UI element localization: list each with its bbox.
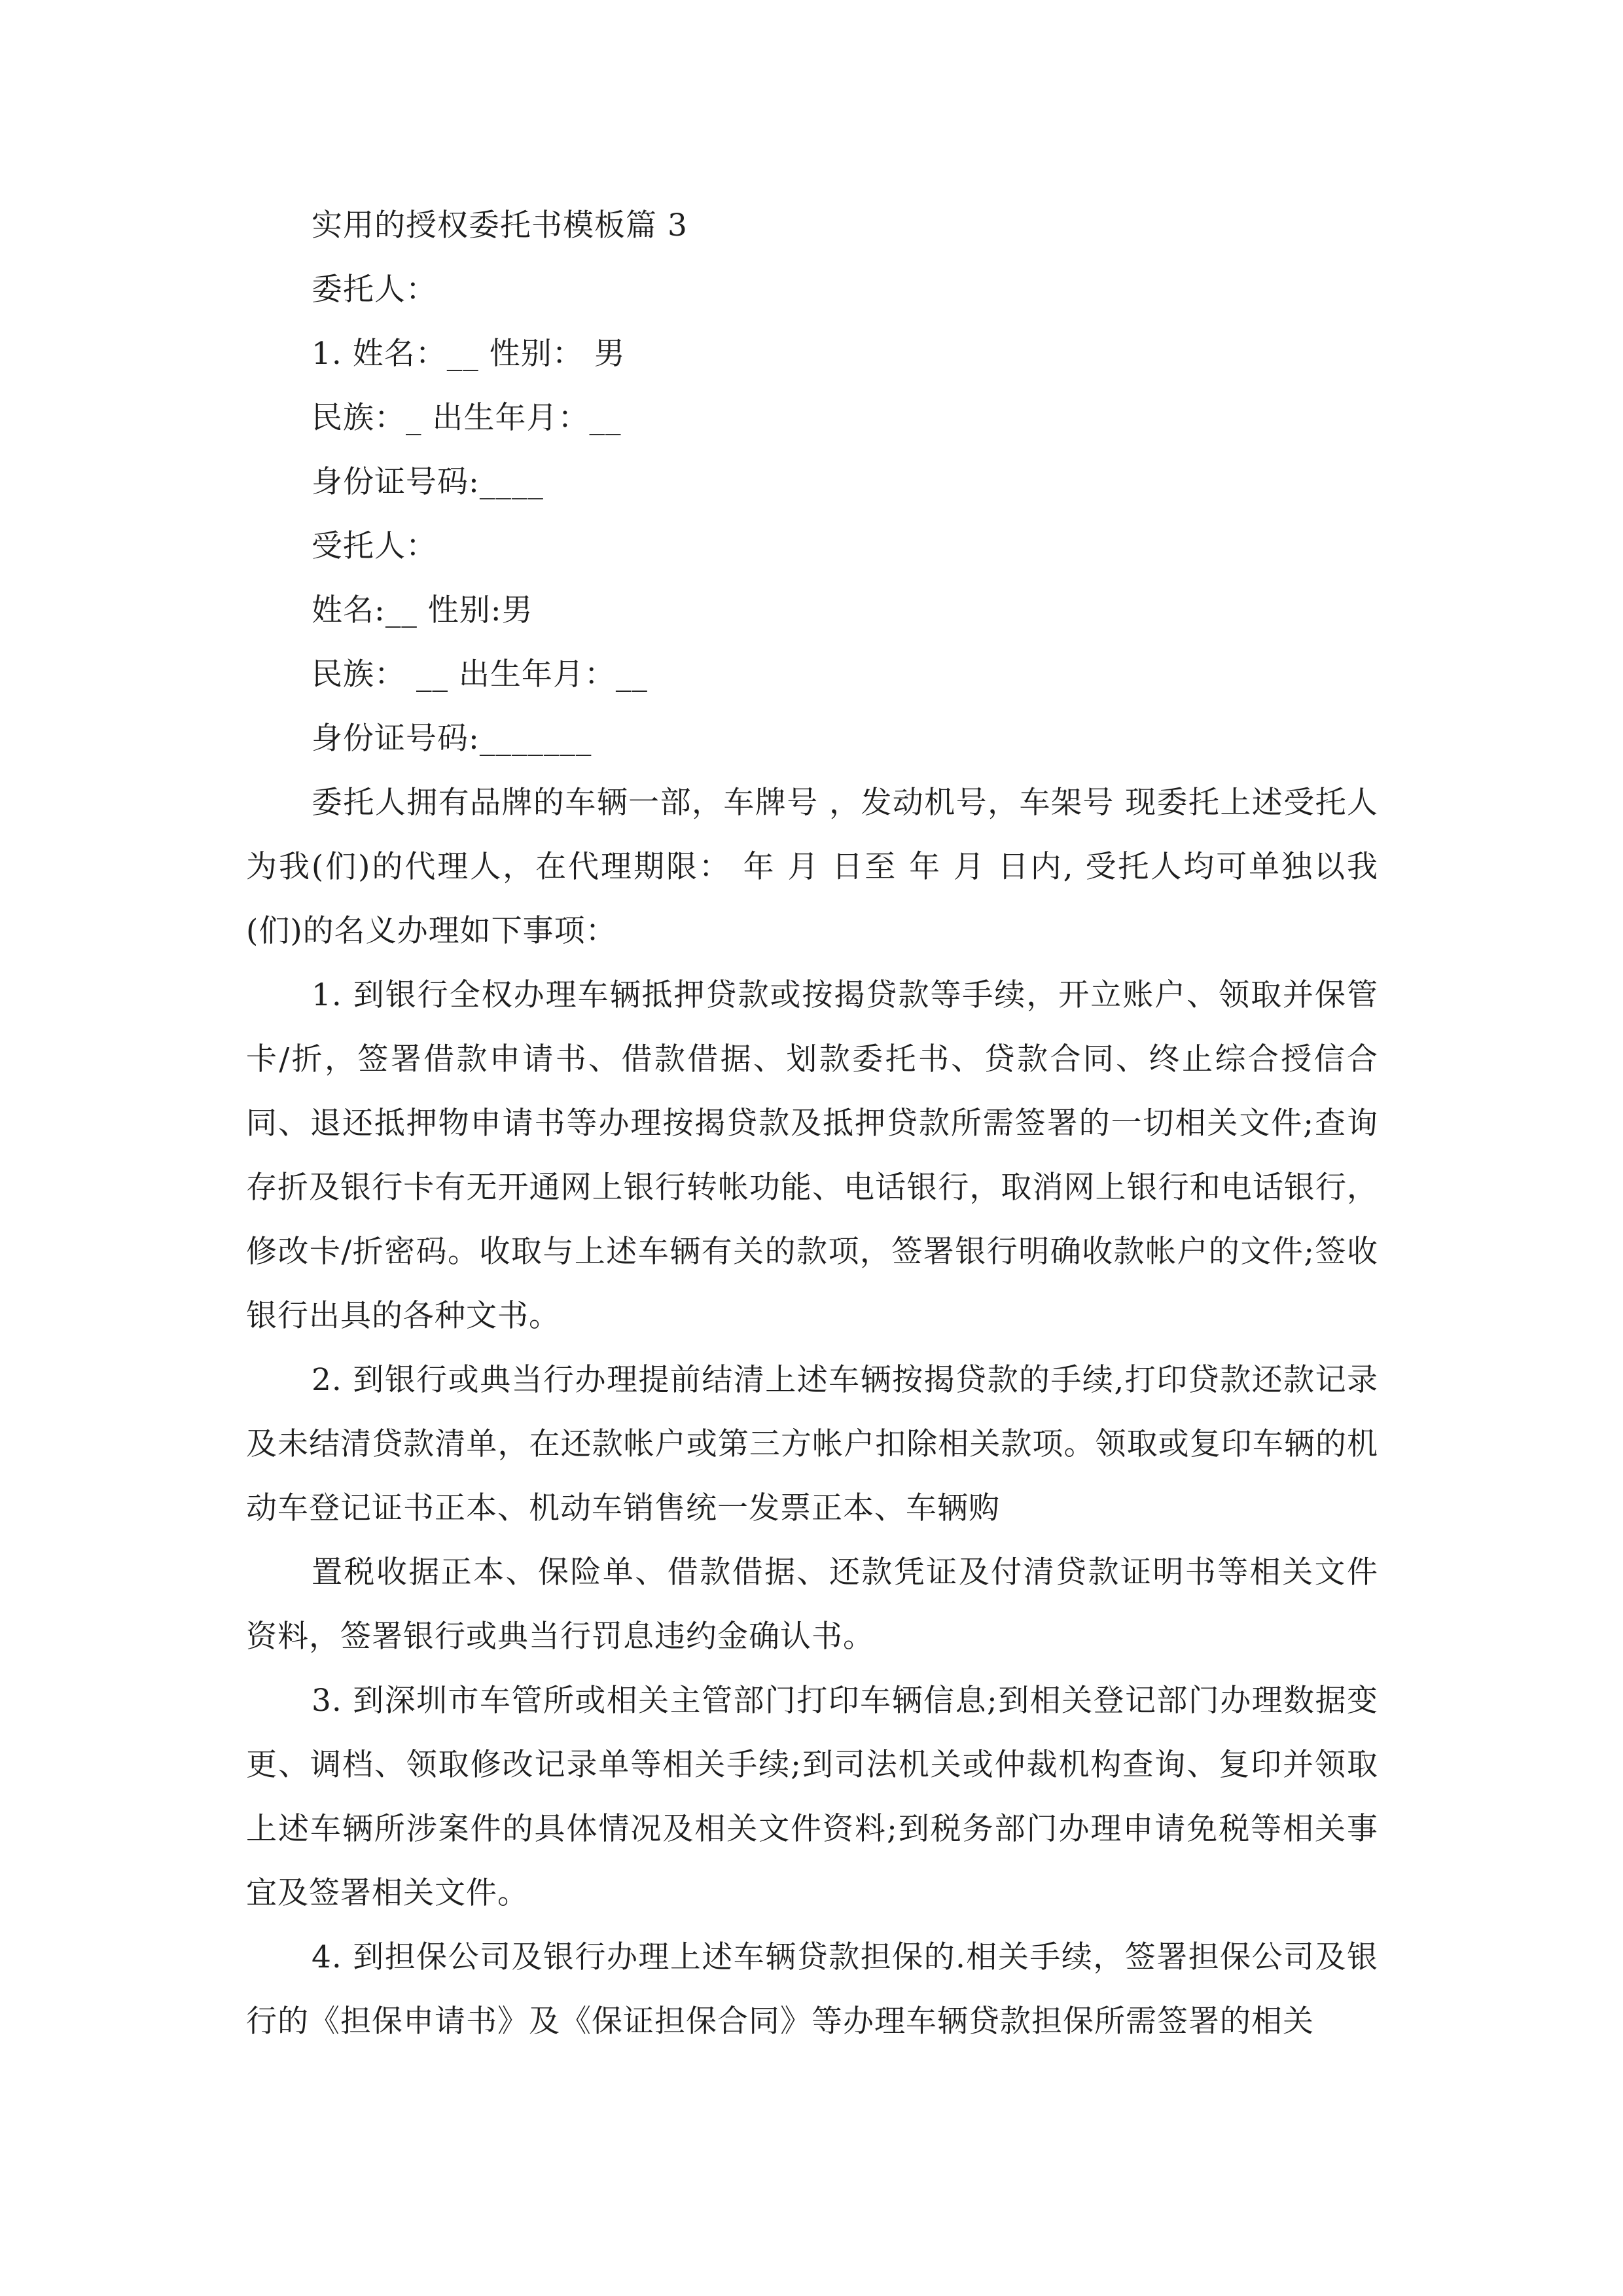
principal-id-line: 身份证号码:____ (312, 464, 544, 500)
principal-ethnicity-line: 民族：_ 出生年月：__ (312, 400, 622, 436)
agent-id-line: 身份证号码:_______ (312, 721, 592, 757)
principal-name-line: 1. 姓名：__ 性别： 男 (312, 336, 626, 372)
item-4-paragraph: 4. 到担保公司及银行办理上述车辆贷款担保的.相关手续，签署担保公司及银行的《担保申请书》及《保证担保合同》等办理车辆贷款担保所需签署的相关 (246, 1939, 1378, 2039)
agent-name-line: 姓名:__ 性别:男 (312, 592, 533, 628)
document-body (246, 194, 1378, 2054)
item-2-continuation: 置税收据正本、保险单、借款借据、还款凭证及付清贷款证明书等相关文件资料，签署银行或典当行罚息违约金确认书。 (246, 1554, 1378, 1655)
agent-heading: 受托人： (312, 528, 437, 564)
principal-heading: 委托人： (312, 272, 437, 308)
item-3-paragraph: 3. 到深圳市车管所或相关主管部门打印车辆信息;到相关登记部门办理数据变更、调档、领取修改记录单等相关手续;到司法机关或仲裁机构查询、复印并领取上述车辆所涉案件的具体情况及相关文件资料;到税务部门办理申请免税等相关事宜及签署相关文件。 (246, 1683, 1378, 1911)
agent-ethnicity-line: 民族： __ 出生年月：__ (312, 656, 648, 692)
item-2-paragraph: 2. 到银行或典当行办理提前结清上述车辆按揭贷款的手续,打印贷款还款记录及未结清贷款清单，在还款帐户或第三方帐户扣除相关款项。领取或复印车辆的机动车登记证书正本、机动车销售统一发票正本、车辆购 (246, 1362, 1378, 1526)
item-1-paragraph: 1. 到银行全权办理车辆抵押贷款或按揭贷款等手续，开立账户、领取并保管卡/折，签署借款申请书、借款借据、划款委托书、贷款合同、终止综合授信合同、退还抵押物申请书等办理按揭贷款及抵押贷款所需签署的一切相关文件;查询存折及银行卡有无开通网上银行转帐功能、电话银行，取消网上银行和电话银行，修改卡/折密码。收取与上述车辆有关的款项，签署银行明确收款帐户的文件;签收银行出具的各种文书。 (246, 977, 1378, 1334)
document-title: 实用的授权委托书模板篇 3 (312, 207, 688, 243)
intro-paragraph: 委托人拥有品牌的车辆一部，车牌号 ，发动机号，车架号 现委托上述受托人为我(们)的代理人，在代理期限： 年 月 日至 年 月 日内, 受托人均可单独以我(们)的名义办理如下事项： (246, 785, 1378, 949)
